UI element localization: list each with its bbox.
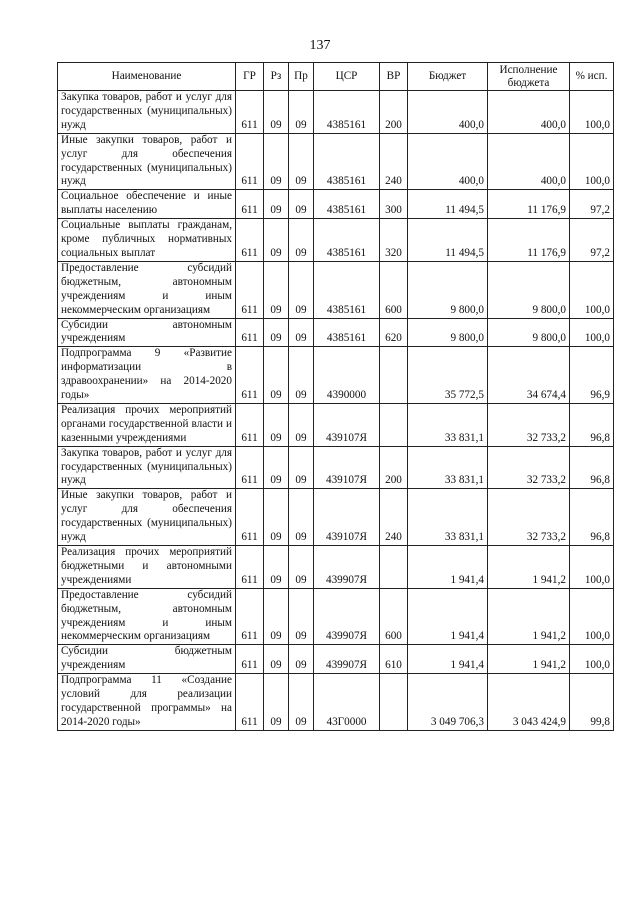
cell-budget: 33 831,1 bbox=[408, 489, 488, 546]
header-percent: % исп. bbox=[570, 63, 614, 91]
cell-gr: 611 bbox=[236, 133, 264, 190]
cell-execution: 400,0 bbox=[488, 133, 570, 190]
cell-name: Закупка товаров, работ и услуг для государственных (муниципальных) нужд bbox=[58, 91, 236, 134]
cell-pr: 09 bbox=[289, 446, 314, 489]
header-csr: ЦСР bbox=[314, 63, 380, 91]
header-name: Наименование bbox=[58, 63, 236, 91]
cell-budget: 11 494,5 bbox=[408, 219, 488, 262]
cell-gr: 611 bbox=[236, 261, 264, 318]
cell-budget: 9 800,0 bbox=[408, 318, 488, 347]
cell-name: Подпрограмма 11 «Создание условий для реализации государственной программы» на 2014-2020 годы» bbox=[58, 674, 236, 731]
table-row bbox=[58, 133, 614, 190]
cell-csr: 439107Я bbox=[314, 403, 380, 446]
cell-name: Предоставление субсидий бюджетным, автономным учреждениям и иным некоммерческим организациям bbox=[58, 261, 236, 318]
cell-percent: 100,0 bbox=[570, 91, 614, 134]
cell-execution: 1 941,2 bbox=[488, 546, 570, 589]
cell-name: Иные закупки товаров, работ и услуг для обеспечения государственных (муниципальных) нужд bbox=[58, 133, 236, 190]
cell-pr: 09 bbox=[289, 318, 314, 347]
cell-budget: 33 831,1 bbox=[408, 446, 488, 489]
cell-gr: 611 bbox=[236, 347, 264, 404]
cell-csr: 439107Я bbox=[314, 446, 380, 489]
cell-gr: 611 bbox=[236, 446, 264, 489]
cell-budget: 3 049 706,3 bbox=[408, 674, 488, 731]
cell-execution: 1 941,2 bbox=[488, 588, 570, 645]
cell-gr: 611 bbox=[236, 190, 264, 219]
cell-rz: 09 bbox=[264, 261, 289, 318]
cell-budget: 1 941,4 bbox=[408, 546, 488, 589]
cell-name: Субсидии автономным учреждениям bbox=[58, 318, 236, 347]
cell-vr bbox=[380, 674, 408, 731]
cell-pr: 09 bbox=[289, 347, 314, 404]
cell-csr: 4385161 bbox=[314, 219, 380, 262]
cell-vr: 240 bbox=[380, 489, 408, 546]
table-row bbox=[58, 347, 614, 404]
cell-execution: 9 800,0 bbox=[488, 318, 570, 347]
cell-rz: 09 bbox=[264, 219, 289, 262]
cell-percent: 100,0 bbox=[570, 645, 614, 674]
cell-budget: 9 800,0 bbox=[408, 261, 488, 318]
cell-csr: 439907Я bbox=[314, 645, 380, 674]
cell-execution: 11 176,9 bbox=[488, 219, 570, 262]
cell-csr: 4390000 bbox=[314, 347, 380, 404]
cell-vr: 610 bbox=[380, 645, 408, 674]
cell-execution: 1 941,2 bbox=[488, 645, 570, 674]
cell-csr: 4385161 bbox=[314, 261, 380, 318]
cell-execution: 32 733,2 bbox=[488, 489, 570, 546]
cell-execution: 32 733,2 bbox=[488, 446, 570, 489]
cell-pr: 09 bbox=[289, 588, 314, 645]
cell-percent: 97,2 bbox=[570, 219, 614, 262]
cell-csr: 439907Я bbox=[314, 546, 380, 589]
cell-rz: 09 bbox=[264, 403, 289, 446]
cell-pr: 09 bbox=[289, 190, 314, 219]
cell-name: Социальное обеспечение и иные выплаты населению bbox=[58, 190, 236, 219]
cell-gr: 611 bbox=[236, 91, 264, 134]
table-row bbox=[58, 91, 614, 134]
cell-percent: 100,0 bbox=[570, 318, 614, 347]
cell-name: Закупка товаров, работ и услуг для государственных (муниципальных) нужд bbox=[58, 446, 236, 489]
cell-pr: 09 bbox=[289, 133, 314, 190]
cell-rz: 09 bbox=[264, 318, 289, 347]
header-pr: Пр bbox=[289, 63, 314, 91]
cell-gr: 611 bbox=[236, 403, 264, 446]
cell-pr: 09 bbox=[289, 489, 314, 546]
header-gr: ГР bbox=[236, 63, 264, 91]
cell-budget: 35 772,5 bbox=[408, 347, 488, 404]
cell-rz: 09 bbox=[264, 674, 289, 731]
cell-vr: 200 bbox=[380, 446, 408, 489]
cell-budget: 33 831,1 bbox=[408, 403, 488, 446]
cell-gr: 611 bbox=[236, 489, 264, 546]
cell-execution: 34 674,4 bbox=[488, 347, 570, 404]
cell-name: Иные закупки товаров, работ и услуг для обеспечения государственных (муниципальных) нужд bbox=[58, 489, 236, 546]
cell-vr: 620 bbox=[380, 318, 408, 347]
cell-rz: 09 bbox=[264, 645, 289, 674]
cell-pr: 09 bbox=[289, 645, 314, 674]
table-row bbox=[58, 645, 614, 674]
cell-pr: 09 bbox=[289, 674, 314, 731]
cell-vr: 320 bbox=[380, 219, 408, 262]
cell-pr: 09 bbox=[289, 403, 314, 446]
cell-rz: 09 bbox=[264, 190, 289, 219]
header-execution: Исполнение бюджета bbox=[488, 63, 570, 91]
cell-percent: 96,9 bbox=[570, 347, 614, 404]
cell-name: Реализация прочих мероприятий бюджетными и автономными учреждениями bbox=[58, 546, 236, 589]
cell-rz: 09 bbox=[264, 546, 289, 589]
table-row bbox=[58, 489, 614, 546]
cell-rz: 09 bbox=[264, 347, 289, 404]
cell-budget: 400,0 bbox=[408, 91, 488, 134]
cell-percent: 96,8 bbox=[570, 403, 614, 446]
header-budget: Бюджет bbox=[408, 63, 488, 91]
cell-gr: 611 bbox=[236, 588, 264, 645]
cell-rz: 09 bbox=[264, 446, 289, 489]
cell-csr: 43Г0000 bbox=[314, 674, 380, 731]
header-rz: Рз bbox=[264, 63, 289, 91]
cell-percent: 97,2 bbox=[570, 190, 614, 219]
cell-gr: 611 bbox=[236, 318, 264, 347]
cell-execution: 11 176,9 bbox=[488, 190, 570, 219]
table-row bbox=[58, 261, 614, 318]
cell-pr: 09 bbox=[289, 219, 314, 262]
cell-name: Подпрограмма 9 «Развитие информатизации в здравоохранении» на 2014-2020 годы» bbox=[58, 347, 236, 404]
cell-pr: 09 bbox=[289, 261, 314, 318]
cell-rz: 09 bbox=[264, 489, 289, 546]
page-number: 137 bbox=[309, 38, 331, 53]
table-row bbox=[58, 318, 614, 347]
cell-percent: 100,0 bbox=[570, 133, 614, 190]
table-row bbox=[58, 446, 614, 489]
cell-execution: 400,0 bbox=[488, 91, 570, 134]
table-row bbox=[58, 403, 614, 446]
cell-pr: 09 bbox=[289, 546, 314, 589]
cell-percent: 96,8 bbox=[570, 446, 614, 489]
table-header-row bbox=[58, 63, 614, 91]
cell-vr bbox=[380, 546, 408, 589]
cell-rz: 09 bbox=[264, 133, 289, 190]
cell-name: Субсидии бюджетным учреждениям bbox=[58, 645, 236, 674]
cell-rz: 09 bbox=[264, 91, 289, 134]
cell-csr: 4385161 bbox=[314, 133, 380, 190]
cell-budget: 11 494,5 bbox=[408, 190, 488, 219]
table-body bbox=[58, 91, 614, 731]
cell-vr: 300 bbox=[380, 190, 408, 219]
cell-vr bbox=[380, 403, 408, 446]
cell-execution: 3 043 424,9 bbox=[488, 674, 570, 731]
cell-csr: 439107Я bbox=[314, 489, 380, 546]
cell-name: Социальные выплаты гражданам, кроме публичных нормативных социальных выплат bbox=[58, 219, 236, 262]
cell-gr: 611 bbox=[236, 219, 264, 262]
cell-vr: 240 bbox=[380, 133, 408, 190]
cell-percent: 100,0 bbox=[570, 261, 614, 318]
cell-budget: 400,0 bbox=[408, 133, 488, 190]
cell-percent: 99,8 bbox=[570, 674, 614, 731]
cell-budget: 1 941,4 bbox=[408, 588, 488, 645]
table-row bbox=[58, 674, 614, 731]
cell-budget: 1 941,4 bbox=[408, 645, 488, 674]
cell-csr: 439907Я bbox=[314, 588, 380, 645]
cell-percent: 96,8 bbox=[570, 489, 614, 546]
table-row bbox=[58, 588, 614, 645]
cell-pr: 09 bbox=[289, 91, 314, 134]
cell-percent: 100,0 bbox=[570, 546, 614, 589]
budget-table bbox=[57, 62, 614, 731]
cell-csr: 4385161 bbox=[314, 190, 380, 219]
cell-vr bbox=[380, 347, 408, 404]
table-row bbox=[58, 219, 614, 262]
cell-gr: 611 bbox=[236, 674, 264, 731]
cell-vr: 600 bbox=[380, 261, 408, 318]
cell-execution: 32 733,2 bbox=[488, 403, 570, 446]
cell-vr: 200 bbox=[380, 91, 408, 134]
header-vr: ВР bbox=[380, 63, 408, 91]
cell-csr: 4385161 bbox=[314, 91, 380, 134]
cell-rz: 09 bbox=[264, 588, 289, 645]
table-row bbox=[58, 190, 614, 219]
cell-percent: 100,0 bbox=[570, 588, 614, 645]
cell-name: Предоставление субсидий бюджетным, автономным учреждениям и иным некоммерческим организациям bbox=[58, 588, 236, 645]
cell-gr: 611 bbox=[236, 546, 264, 589]
cell-csr: 4385161 bbox=[314, 318, 380, 347]
cell-gr: 611 bbox=[236, 645, 264, 674]
cell-execution: 9 800,0 bbox=[488, 261, 570, 318]
table-row bbox=[58, 546, 614, 589]
cell-name: Реализация прочих мероприятий органами государственной власти и казенными учреждениями bbox=[58, 403, 236, 446]
cell-vr: 600 bbox=[380, 588, 408, 645]
